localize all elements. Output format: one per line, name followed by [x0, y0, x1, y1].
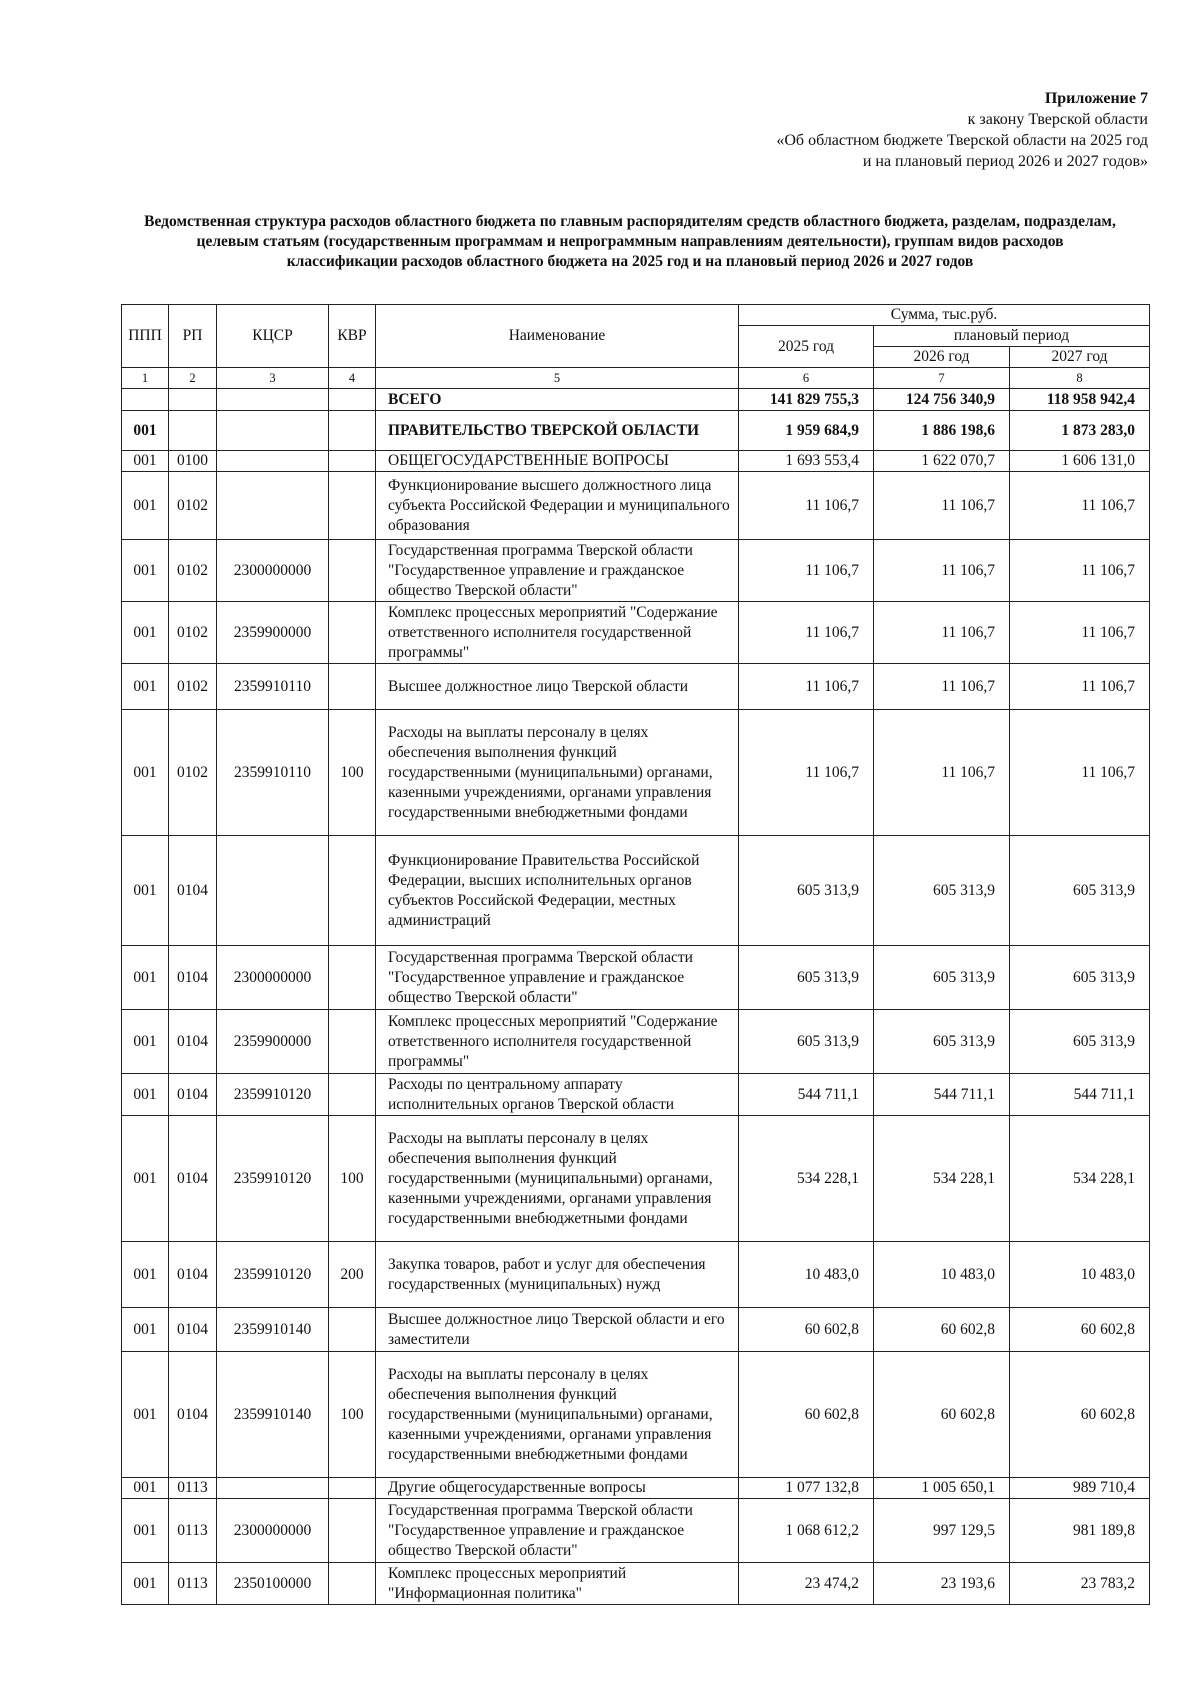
ppp-cell: 001 — [122, 540, 169, 602]
rp-cell: 0102 — [169, 664, 217, 710]
kcsr-cell — [217, 472, 329, 540]
amount-2027-cell: 118 958 942,4 — [1010, 389, 1150, 411]
amount-2025-cell: 11 106,7 — [739, 602, 874, 664]
ppp-cell: 001 — [122, 1242, 169, 1308]
budget-table — [121, 304, 1150, 1605]
amount-2026-cell: 544 711,1 — [874, 1074, 1010, 1116]
rp-cell: 0104 — [169, 946, 217, 1010]
table-row — [122, 1074, 1150, 1116]
table-row — [122, 1352, 1150, 1478]
kcsr-cell: 2359910120 — [217, 1242, 329, 1308]
table-row — [122, 1478, 1150, 1499]
amount-2027-cell: 60 602,8 — [1010, 1308, 1150, 1352]
rp-cell: 0104 — [169, 836, 217, 946]
rp-cell: 0104 — [169, 1010, 217, 1074]
index-cell: 5 — [376, 368, 739, 389]
amount-2025-cell: 605 313,9 — [739, 946, 874, 1010]
kvr-cell — [329, 946, 376, 1010]
rp-cell: 0104 — [169, 1308, 217, 1352]
kcsr-cell: 2359910120 — [217, 1116, 329, 1242]
table-row — [122, 1308, 1150, 1352]
kcsr-cell — [217, 1478, 329, 1499]
table-row — [122, 664, 1150, 710]
ppp-cell: 001 — [122, 602, 169, 664]
amount-2025-cell: 534 228,1 — [739, 1116, 874, 1242]
header-kvr: КВР — [329, 305, 376, 368]
name-cell: Комплекс процессных мероприятий "Содержание ответственного исполнителя государственной программы" — [376, 1010, 739, 1074]
name-cell: Другие общегосударственные вопросы — [376, 1478, 739, 1499]
appendix-title: Приложение 7 — [1044, 90, 1148, 107]
table-row — [122, 946, 1150, 1010]
name-cell: Высшее должностное лицо Тверской области — [376, 664, 739, 710]
kcsr-cell: 2359910110 — [217, 710, 329, 836]
name-cell: Расходы на выплаты персоналу в целях обеспечения выполнения функций государственными (муниципальными) органами, казенными учреждениями, органами управления государственными внебюджетными фондами — [376, 1352, 739, 1478]
amount-2025-cell: 605 313,9 — [739, 836, 874, 946]
header-name: Наименование — [376, 305, 739, 368]
header-rp: РП — [169, 305, 217, 368]
amount-2027-cell: 1 606 131,0 — [1010, 451, 1150, 472]
amount-2026-cell: 11 106,7 — [874, 472, 1010, 540]
kcsr-cell — [217, 411, 329, 451]
header-planned: плановый период — [874, 326, 1150, 347]
amount-2026-cell: 60 602,8 — [874, 1352, 1010, 1478]
name-cell: Государственная программа Тверской области "Государственное управление и гражданское общество Тверской области" — [376, 946, 739, 1010]
kcsr-cell: 2359900000 — [217, 602, 329, 664]
name-cell: Государственная программа Тверской области "Государственное управление и гражданское общество Тверской области" — [376, 540, 739, 602]
amount-2027-cell: 60 602,8 — [1010, 1352, 1150, 1478]
table-row — [122, 710, 1150, 836]
amount-2026-cell: 605 313,9 — [874, 946, 1010, 1010]
amount-2025-cell: 11 106,7 — [739, 472, 874, 540]
name-cell: Государственная программа Тверской области "Государственное управление и гражданское общество Тверской области" — [376, 1499, 739, 1563]
header-2026: 2026 год — [874, 347, 1010, 368]
amount-2026-cell: 10 483,0 — [874, 1242, 1010, 1308]
name-cell: Высшее должностное лицо Тверской области и его заместители — [376, 1308, 739, 1352]
kvr-cell — [329, 451, 376, 472]
amount-2026-cell: 605 313,9 — [874, 836, 1010, 946]
amount-2026-cell: 60 602,8 — [874, 1308, 1010, 1352]
ppp-cell: 001 — [122, 836, 169, 946]
amount-2025-cell: 1 068 612,2 — [739, 1499, 874, 1563]
amount-2025-cell: 11 106,7 — [739, 710, 874, 836]
appendix-line-2: «Об областном бюджете Тверской области на 2025 год — [776, 132, 1148, 149]
kvr-cell — [329, 1478, 376, 1499]
amount-2027-cell: 989 710,4 — [1010, 1478, 1150, 1499]
header-ppp: ППП — [122, 305, 169, 368]
kvr-cell — [329, 1308, 376, 1352]
column-index-row — [122, 368, 1150, 389]
amount-2027-cell: 11 106,7 — [1010, 540, 1150, 602]
index-cell: 3 — [217, 368, 329, 389]
kvr-cell — [329, 1010, 376, 1074]
name-cell: Расходы по центральному аппарату исполнительных органов Тверской области — [376, 1074, 739, 1116]
amount-2025-cell: 60 602,8 — [739, 1352, 874, 1478]
table-row — [122, 540, 1150, 602]
amount-2027-cell: 23 783,2 — [1010, 1563, 1150, 1605]
amount-2026-cell: 23 193,6 — [874, 1563, 1010, 1605]
amount-2027-cell: 11 106,7 — [1010, 664, 1150, 710]
amount-2026-cell: 11 106,7 — [874, 602, 1010, 664]
rp-cell: 0113 — [169, 1563, 217, 1605]
ppp-cell: 001 — [122, 1074, 169, 1116]
table-row — [122, 1242, 1150, 1308]
kcsr-cell: 2359910140 — [217, 1308, 329, 1352]
amount-2027-cell: 1 873 283,0 — [1010, 411, 1150, 451]
kvr-cell — [329, 1563, 376, 1605]
table-row — [122, 472, 1150, 540]
ppp-cell: 001 — [122, 472, 169, 540]
amount-2025-cell: 1 077 132,8 — [739, 1478, 874, 1499]
amount-2025-cell: 605 313,9 — [739, 1010, 874, 1074]
kvr-cell — [329, 664, 376, 710]
rp-cell: 0113 — [169, 1499, 217, 1563]
amount-2026-cell: 534 228,1 — [874, 1116, 1010, 1242]
ppp-cell: 001 — [122, 1308, 169, 1352]
table-row — [122, 602, 1150, 664]
amount-2027-cell: 11 106,7 — [1010, 710, 1150, 836]
name-cell: Функционирование высшего должностного лица субъекта Российской Федерации и муниципального образования — [376, 472, 739, 540]
name-cell: Расходы на выплаты персоналу в целях обеспечения выполнения функций государственными (муниципальными) органами, казенными учреждениями, органами управления государственными внебюджетными фондами — [376, 710, 739, 836]
kvr-cell — [329, 1074, 376, 1116]
kcsr-cell: 2359910140 — [217, 1352, 329, 1478]
amount-2025-cell: 23 474,2 — [739, 1563, 874, 1605]
amount-2025-cell: 11 106,7 — [739, 540, 874, 602]
rp-cell: 0104 — [169, 1116, 217, 1242]
kvr-cell — [329, 389, 376, 411]
amount-2026-cell: 997 129,5 — [874, 1499, 1010, 1563]
ppp-cell: 001 — [122, 451, 169, 472]
kvr-cell — [329, 1499, 376, 1563]
table-row — [122, 389, 1150, 411]
kcsr-cell — [217, 451, 329, 472]
table-row — [122, 836, 1150, 946]
amount-2026-cell: 1 005 650,1 — [874, 1478, 1010, 1499]
amount-2026-cell: 11 106,7 — [874, 540, 1010, 602]
amount-2027-cell: 11 106,7 — [1010, 602, 1150, 664]
amount-2027-cell: 981 189,8 — [1010, 1499, 1150, 1563]
index-cell: 1 — [122, 368, 169, 389]
amount-2026-cell: 605 313,9 — [874, 1010, 1010, 1074]
amount-2025-cell: 10 483,0 — [739, 1242, 874, 1308]
ppp-cell: 001 — [122, 411, 169, 451]
rp-cell: 0102 — [169, 602, 217, 664]
name-cell: ПРАВИТЕЛЬСТВО ТВЕРСКОЙ ОБЛАСТИ — [376, 411, 739, 451]
kcsr-cell — [217, 389, 329, 411]
name-cell: Комплекс процессных мероприятий "Содержание ответственного исполнителя государственной программы" — [376, 602, 739, 664]
kvr-cell — [329, 836, 376, 946]
amount-2025-cell: 60 602,8 — [739, 1308, 874, 1352]
amount-2026-cell: 11 106,7 — [874, 710, 1010, 836]
ppp-cell — [122, 389, 169, 411]
ppp-cell: 001 — [122, 664, 169, 710]
header-row-1 — [122, 305, 1150, 326]
amount-2026-cell: 1 622 070,7 — [874, 451, 1010, 472]
ppp-cell: 001 — [122, 710, 169, 836]
kcsr-cell: 2359910120 — [217, 1074, 329, 1116]
kcsr-cell: 2300000000 — [217, 946, 329, 1010]
kvr-cell — [329, 411, 376, 451]
index-cell: 8 — [1010, 368, 1150, 389]
rp-cell — [169, 411, 217, 451]
ppp-cell: 001 — [122, 1010, 169, 1074]
amount-2025-cell: 1 693 553,4 — [739, 451, 874, 472]
rp-cell: 0102 — [169, 472, 217, 540]
rp-cell: 0102 — [169, 710, 217, 836]
appendix-line-3: и на плановый период 2026 и 2027 годов» — [862, 153, 1148, 170]
amount-2025-cell: 141 829 755,3 — [739, 389, 874, 411]
amount-2025-cell: 544 711,1 — [739, 1074, 874, 1116]
appendix-block — [776, 88, 1148, 172]
amount-2025-cell: 1 959 684,9 — [739, 411, 874, 451]
rp-cell: 0104 — [169, 1242, 217, 1308]
header-2025: 2025 год — [739, 326, 874, 368]
name-cell: Комплекс процессных мероприятий "Информационная политика" — [376, 1563, 739, 1605]
header-kcsr: КЦСР — [217, 305, 329, 368]
kcsr-cell: 2350100000 — [217, 1563, 329, 1605]
kcsr-cell: 2359910110 — [217, 664, 329, 710]
amount-2027-cell: 534 228,1 — [1010, 1116, 1150, 1242]
amount-2026-cell: 124 756 340,9 — [874, 389, 1010, 411]
kvr-cell — [329, 472, 376, 540]
amount-2026-cell: 11 106,7 — [874, 664, 1010, 710]
budget-table-body — [122, 305, 1150, 1605]
amount-2027-cell: 605 313,9 — [1010, 946, 1150, 1010]
ppp-cell: 001 — [122, 1116, 169, 1242]
name-cell: Расходы на выплаты персоналу в целях обеспечения выполнения функций государственными (муниципальными) органами, казенными учреждениями, органами управления государственными внебюджетными фондами — [376, 1116, 739, 1242]
name-cell: ОБЩЕГОСУДАРСТВЕННЫЕ ВОПРОСЫ — [376, 451, 739, 472]
amount-2026-cell: 1 886 198,6 — [874, 411, 1010, 451]
rp-cell — [169, 389, 217, 411]
name-cell: Функционирование Правительства Российской Федерации, высших исполнительных органов субъектов Российской Федерации, местных администраций — [376, 836, 739, 946]
amount-2027-cell: 544 711,1 — [1010, 1074, 1150, 1116]
rp-cell: 0104 — [169, 1352, 217, 1478]
table-row — [122, 1116, 1150, 1242]
rp-cell: 0100 — [169, 451, 217, 472]
kvr-cell: 100 — [329, 1352, 376, 1478]
name-cell: ВСЕГО — [376, 389, 739, 411]
amount-2027-cell: 11 106,7 — [1010, 472, 1150, 540]
ppp-cell: 001 — [122, 1478, 169, 1499]
index-cell: 7 — [874, 368, 1010, 389]
kvr-cell: 100 — [329, 710, 376, 836]
amount-2025-cell: 11 106,7 — [739, 664, 874, 710]
kcsr-cell — [217, 836, 329, 946]
index-cell: 4 — [329, 368, 376, 389]
index-cell: 2 — [169, 368, 217, 389]
kcsr-cell: 2300000000 — [217, 1499, 329, 1563]
header-2027: 2027 год — [1010, 347, 1150, 368]
table-row — [122, 1499, 1150, 1563]
name-cell: Закупка товаров, работ и услуг для обеспечения государственных (муниципальных) нужд — [376, 1242, 739, 1308]
amount-2027-cell: 605 313,9 — [1010, 836, 1150, 946]
table-row — [122, 451, 1150, 472]
kvr-cell: 100 — [329, 1116, 376, 1242]
ppp-cell: 001 — [122, 1499, 169, 1563]
document-heading: Ведомственная структура расходов областного бюджета по главным распорядителям средств областного бюджета, разделам, подразделам, целевым статьям (государственным программам и непрограммным направлениям деятельности), группам видов расходов классификации расходов областного бюджета на 2025 год и на плановый период 2026 и 2027 годов — [144, 213, 1116, 270]
rp-cell: 0104 — [169, 1074, 217, 1116]
table-row — [122, 1563, 1150, 1605]
table-row — [122, 411, 1150, 451]
kvr-cell: 200 — [329, 1242, 376, 1308]
amount-2027-cell: 10 483,0 — [1010, 1242, 1150, 1308]
index-cell: 6 — [739, 368, 874, 389]
ppp-cell: 001 — [122, 1563, 169, 1605]
kvr-cell — [329, 540, 376, 602]
rp-cell: 0113 — [169, 1478, 217, 1499]
kcsr-cell: 2300000000 — [217, 540, 329, 602]
rp-cell: 0102 — [169, 540, 217, 602]
kvr-cell — [329, 602, 376, 664]
appendix-line-1: к закону Тверской области — [967, 111, 1148, 128]
ppp-cell: 001 — [122, 946, 169, 1010]
table-row — [122, 1010, 1150, 1074]
header-sum: Сумма, тыс.руб. — [739, 305, 1150, 326]
kcsr-cell: 2359900000 — [217, 1010, 329, 1074]
amount-2027-cell: 605 313,9 — [1010, 1010, 1150, 1074]
ppp-cell: 001 — [122, 1352, 169, 1478]
